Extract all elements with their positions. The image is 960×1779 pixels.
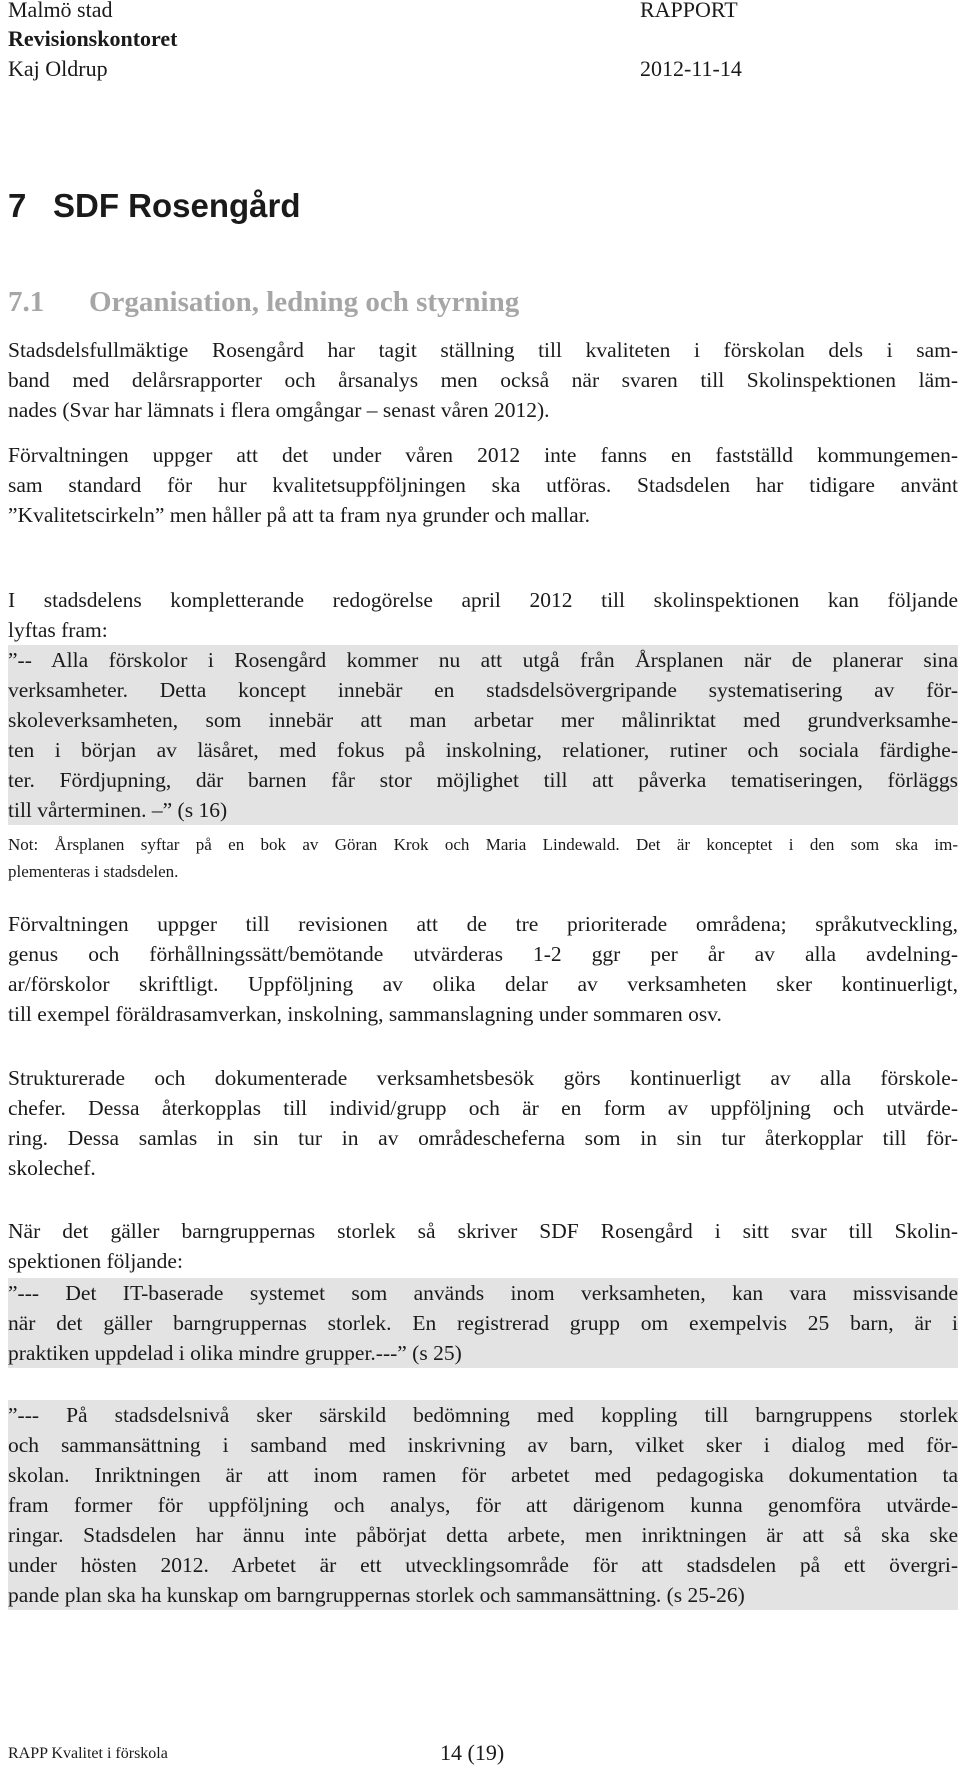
quote-line: ter. Fördjupning, där barnen får stor möjlighet till att påverka tematiseringen, förläggs: [8, 768, 958, 792]
header-office: Revisionskontoret: [8, 26, 178, 51]
header-doc-type: RAPPORT: [640, 0, 738, 22]
header-org: Malmö stad: [8, 0, 113, 22]
quote-block-2: [8, 1278, 958, 1368]
section-number: 7: [8, 187, 27, 224]
quote-block-1: [8, 645, 958, 825]
text-line: ”Kvalitetscirkeln” men håller på att ta fram nya grunder och mallar.: [8, 503, 591, 527]
text-line: När det gäller barngruppernas storlek så skriver SDF Rosengård i sitt svar till Skolin-: [8, 1219, 958, 1243]
text-line: I stadsdelens kompletterande redogörelse april 2012 till skolinspektionen kan följande: [8, 588, 958, 612]
quote-line: ten i början av läsåret, med fokus på inskolning, relationer, rutiner och sociala färdighe-: [8, 738, 958, 762]
text-line: skolechef.: [8, 1156, 96, 1180]
subsection-number: 7.1: [8, 286, 45, 318]
text-line: till exempel föräldrasamverkan, inskolning, sammanslagning under sommaren osv.: [8, 1002, 722, 1026]
quote-line: verksamheter. Detta koncept innebär en stadsdelsövergripande systematisering av för-: [8, 678, 958, 702]
text-line: chefer. Dessa återkopplas till individ/grupp och är en form av uppföljning och utvärde-: [8, 1096, 958, 1120]
quote-line: skoleverksamheten, som innebär att man arbetar mer målinriktat med grundverksamhe-: [8, 708, 958, 732]
section-heading: [8, 186, 301, 226]
paragraph-5: [8, 1063, 958, 1183]
text-line: nades (Svar har lämnats i flera omgångar – senast våren 2012).: [8, 398, 550, 422]
text-line: Förvaltningen uppger till revisionen att de tre prioriterade områdena; språkutveckling,: [8, 912, 958, 936]
footnote: [8, 831, 958, 885]
quote-line: ”--- Det IT-baserade systemet som används inom verksamheten, kan vara missvisande: [8, 1281, 958, 1305]
page-number: 14 (19): [440, 1740, 505, 1765]
paragraph-3: [8, 585, 958, 645]
quote-line: ”--- På stadsdelsnivå sker särskild bedömning med koppling till barngruppens storlek: [8, 1403, 958, 1427]
quote-line: och sammansättning i samband med inskrivning av barn, vilket sker i dialog med för-: [8, 1433, 958, 1457]
paragraph-2: [8, 440, 958, 530]
quote-line: praktiken uppdelad i olika mindre grupper.---” (s 25): [8, 1341, 462, 1365]
quote-block-3: [8, 1400, 958, 1610]
text-line: band med delårsrapporter och årsanalys men också när svaren till Skolinspektionen läm-: [8, 368, 958, 392]
text-line: ring. Dessa samlas in sin tur in av områdescheferna som in sin tur återkopplar till för-: [8, 1126, 958, 1150]
quote-line: ringar. Stadsdelen har ännu inte påbörjat detta arbete, men inriktningen är att så ska ske: [8, 1523, 958, 1547]
subsection-heading: [8, 285, 519, 319]
text-line: Förvaltningen uppger att det under våren 2012 inte fanns en fastställd kommungemen-: [8, 443, 958, 467]
quote-line: fram former för uppföljning och analys, för att därigenom kunna genomföra utvärde-: [8, 1493, 958, 1517]
section-title: SDF Rosengård: [53, 187, 301, 224]
paragraph-1: [8, 335, 958, 425]
quote-line: när det gäller barngruppernas storlek. En registrerad grupp om exempelvis 25 barn, är i: [8, 1311, 958, 1335]
paragraph-4: [8, 909, 958, 1029]
quote-line: pande plan ska ha kunskap om barngruppernas storlek och sammansättning. (s 25-26): [8, 1583, 745, 1607]
paragraph-6: [8, 1216, 958, 1276]
text-line: ar/förskolor skriftligt. Uppföljning av olika delar av verksamheten sker kontinuerligt,: [8, 972, 958, 996]
text-line: spektionen följande:: [8, 1249, 183, 1273]
text-line: genus och förhållningssätt/bemötande utvärderas 1-2 ggr per år av alla avdelning-: [8, 942, 958, 966]
quote-line: skolan. Inriktningen är att inom ramen för arbetet med pedagogiska dokumentation ta: [8, 1463, 958, 1487]
quote-line: ”-- Alla förskolor i Rosengård kommer nu att utgå från Årsplanen när de planerar sina: [8, 648, 958, 672]
note-line: Not: Årsplanen syftar på en bok av Göran Krok och Maria Lindewald. Det är konceptet i den som ska im-: [8, 835, 958, 854]
text-line: lyftas fram:: [8, 618, 108, 642]
quote-line: under hösten 2012. Arbetet är ett utvecklingsområde för att stadsdelen på ett övergri-: [8, 1553, 958, 1577]
subsection-title: Organisation, ledning och styrning: [89, 286, 520, 318]
header-author: Kaj Oldrup: [8, 56, 108, 81]
note-line: plementeras i stadsdelen.: [8, 862, 179, 881]
text-line: sam standard för hur kvalitetsuppföljningen ska utföras. Stadsdelen har tidigare använt: [8, 473, 958, 497]
text-line: Stadsdelsfullmäktige Rosengård har tagit ställning till kvaliteten i förskolan dels i sam-: [8, 338, 958, 362]
header-date: 2012-11-14: [640, 56, 742, 81]
quote-line: till vårterminen. –” (s 16): [8, 798, 228, 822]
text-line: Strukturerade och dokumenterade verksamhetsbesök görs kontinuerligt av alla förskole-: [8, 1066, 958, 1090]
footer-document-name: RAPP Kvalitet i förskola: [8, 1745, 168, 1762]
